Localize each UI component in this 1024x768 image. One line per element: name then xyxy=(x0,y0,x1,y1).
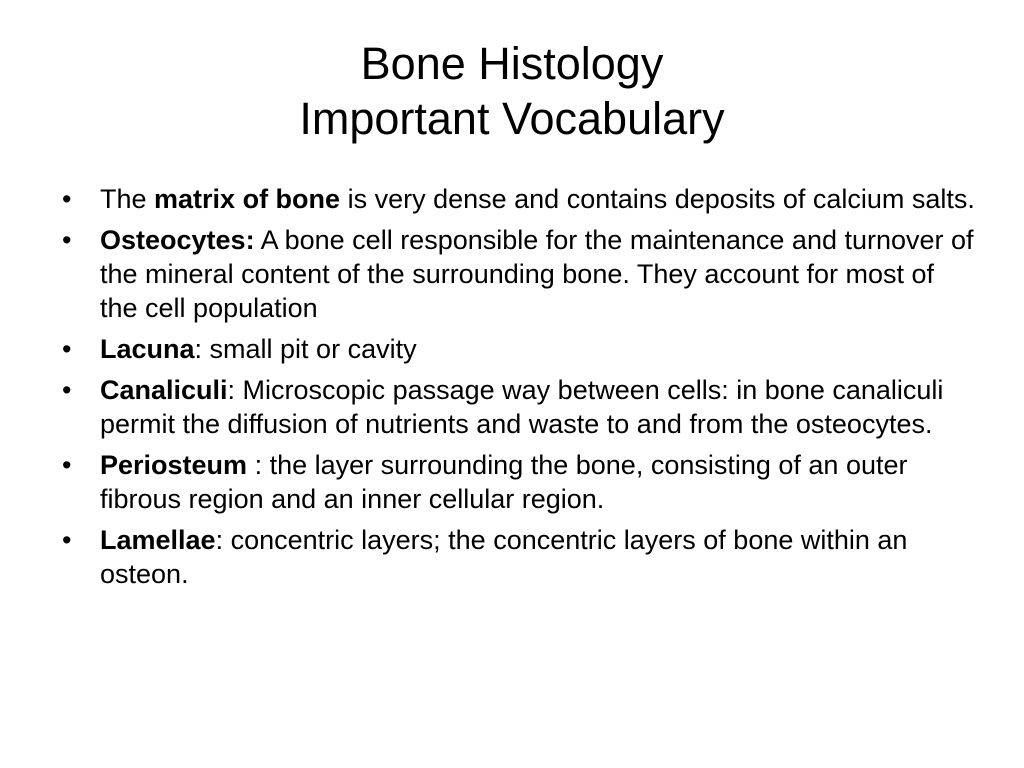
bullet-term: Periosteum xyxy=(100,450,248,480)
bullet-prefix: The xyxy=(100,184,155,214)
bullet-term: Lamellae xyxy=(100,525,216,555)
bullet-term: Lacuna xyxy=(100,334,195,364)
bullet-term: Canaliculi xyxy=(100,375,228,405)
bullet-item xyxy=(58,332,978,366)
slide-title xyxy=(0,36,1024,146)
bullet-item xyxy=(58,523,978,591)
bullet-item xyxy=(58,182,978,216)
bullet-item xyxy=(58,448,978,516)
bullet-term: Osteocytes: xyxy=(100,225,255,255)
bullet-text: : the layer surrounding the bone, consisting of an outer fibrous region and an inner cellular region. xyxy=(100,450,908,514)
title-line-1: Bone Histology xyxy=(360,38,664,89)
bullet-dot-icon: • xyxy=(62,225,72,255)
title-line-2: Important Vocabulary xyxy=(299,93,725,144)
bullet-term: matrix of bone xyxy=(154,184,341,214)
bullet-dot-icon: • xyxy=(62,334,72,364)
bullet-dot-icon: • xyxy=(62,525,72,555)
bullet-text: : Microscopic passage way between cells: in bone canaliculi permit the diffusion of nutrients and waste to and from the osteocytes. xyxy=(100,375,944,439)
bullet-list xyxy=(58,182,978,598)
bullet-dot-icon: • xyxy=(62,375,72,405)
bullet-text: is very dense and contains deposits of calcium salts. xyxy=(340,184,975,214)
bullet-text: A bone cell responsible for the maintenance and turnover of the mineral content of the surrounding bone. They account for most of the cell population xyxy=(100,225,974,323)
bullet-dot-icon: • xyxy=(62,450,72,480)
bullet-item xyxy=(58,373,978,441)
bullet-text: : concentric layers; the concentric layers of bone within an osteon. xyxy=(100,525,908,589)
bullet-text: : small pit or cavity xyxy=(194,334,417,364)
bullet-item xyxy=(58,223,978,325)
bullet-dot-icon: • xyxy=(62,184,72,214)
